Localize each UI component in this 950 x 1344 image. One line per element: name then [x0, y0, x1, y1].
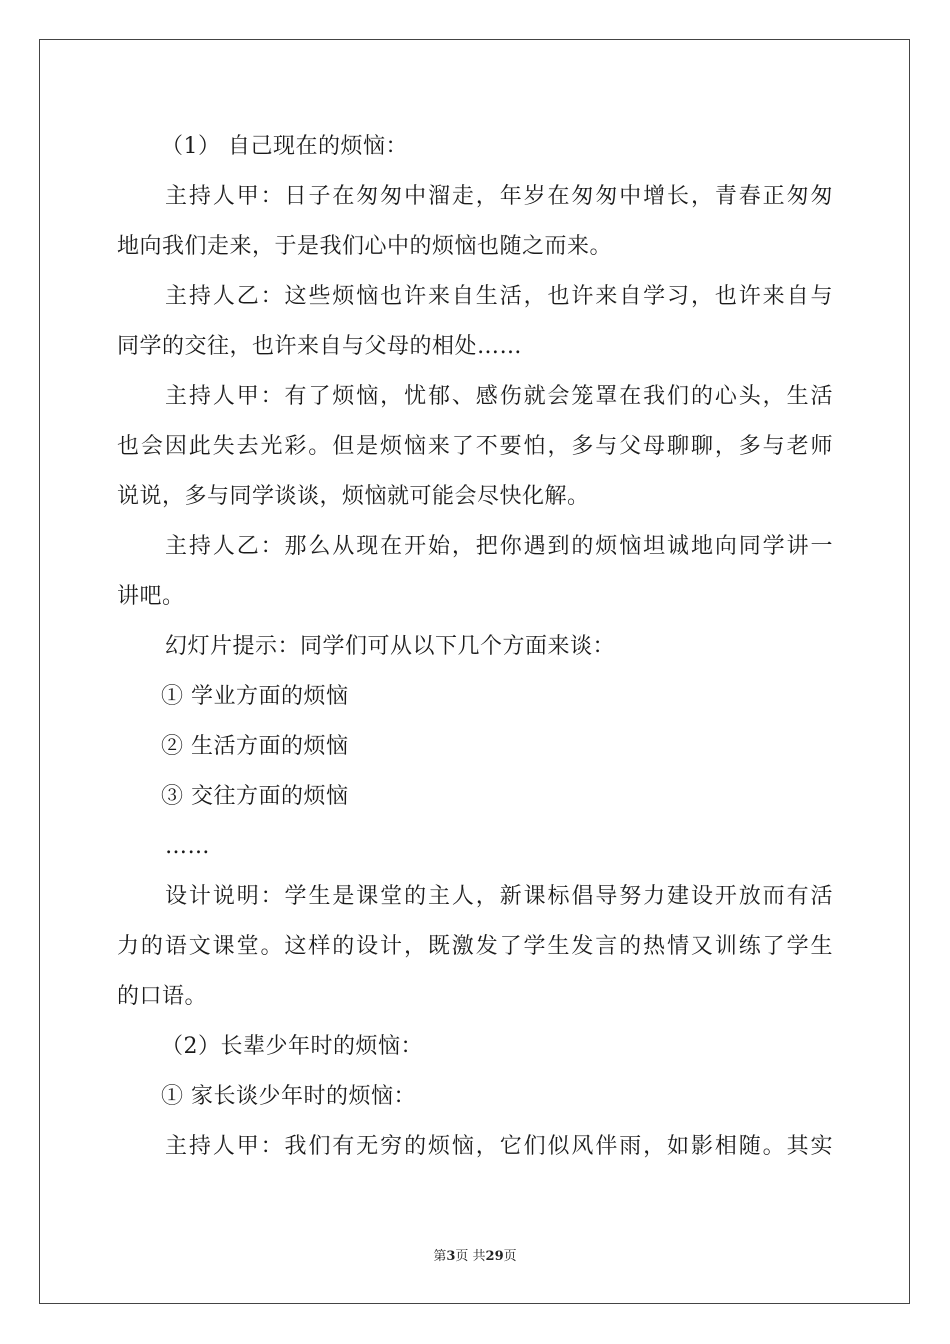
list-item: ① 家长谈少年时的烦恼：	[161, 1084, 416, 1109]
page-footer	[0, 1248, 950, 1266]
paragraph-line: 幻灯片提示：同学们可从以下几个方面来谈：	[165, 634, 616, 659]
page-suffix: 页	[503, 1249, 517, 1264]
page-prefix: 第	[433, 1249, 447, 1264]
paragraph-line: 地向我们走来，于是我们心中的烦恼也随之而来。	[117, 234, 613, 259]
page-mid: 页 共	[455, 1249, 486, 1264]
list-item: ② 生活方面的烦恼	[161, 734, 349, 759]
page-current: 3	[446, 1249, 456, 1264]
paragraph-line: 讲吧。	[117, 584, 185, 609]
list-ellipsis: ……	[165, 834, 210, 859]
paragraph-line: 主持人甲：我们有无穷的烦恼，它们似风伴雨，如影相随。其实	[165, 1134, 833, 1159]
list-item: ③ 交往方面的烦恼	[161, 784, 349, 809]
paragraph-line: 力的语文课堂。这样的设计，既激发了学生发言的热情又训练了学生	[117, 934, 833, 959]
section-heading-1: （1） 自己现在的烦恼：	[161, 134, 408, 159]
paragraph-line: 说说，多与同学谈谈，烦恼就可能会尽快化解。	[117, 484, 590, 509]
page-total: 29	[485, 1249, 504, 1264]
section-heading-2: （2）长辈少年时的烦恼：	[161, 1034, 423, 1059]
paragraph-line: 主持人甲：有了烦恼，忧郁、感伤就会笼罩在我们的心头，生活	[165, 384, 833, 409]
paragraph-line: 主持人乙：那么从现在开始，把你遇到的烦恼坦诚地向同学讲一	[165, 534, 833, 559]
paragraph-line: 也会因此失去光彩。但是烦恼来了不要怕，多与父母聊聊，多与老师	[117, 434, 833, 459]
paragraph-line: 主持人乙：这些烦恼也许来自生活，也许来自学习，也许来自与	[165, 284, 833, 309]
paragraph-line: 主持人甲：日子在匆匆中溜走，年岁在匆匆中增长，青春正匆匆	[165, 184, 833, 209]
paragraph-line: 设计说明：学生是课堂的主人，新课标倡导努力建设开放而有活	[165, 884, 833, 909]
paragraph-line: 的口语。	[117, 984, 208, 1009]
paragraph-line: 同学的交往，也许来自与父母的相处……	[117, 334, 523, 359]
list-item: ① 学业方面的烦恼	[161, 684, 349, 709]
